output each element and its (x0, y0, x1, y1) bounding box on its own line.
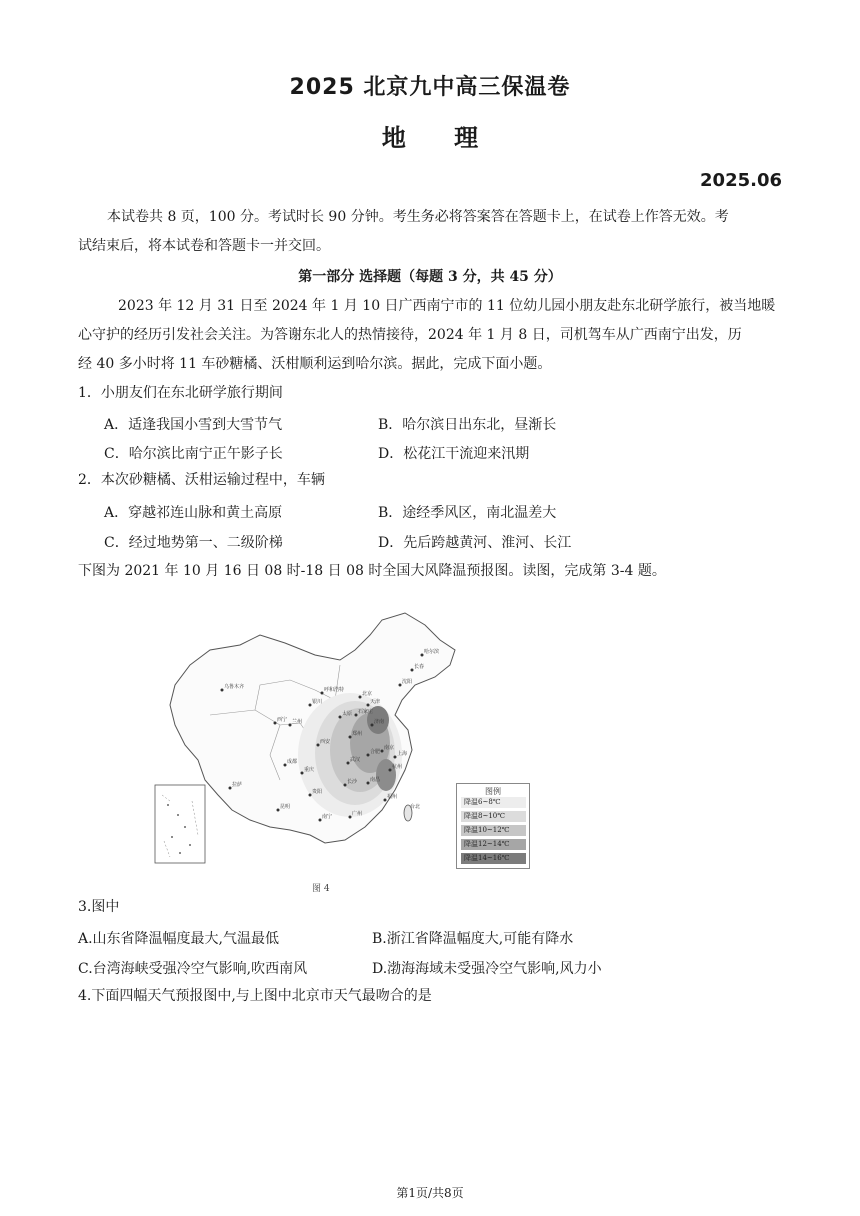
legend-item: 降温6~8℃ (461, 797, 526, 808)
exam-date: 2025.06 (700, 170, 782, 191)
q2-option-a: A．穿越祁连山脉和黄土高原 (104, 505, 283, 521)
map-city-label: 西宁 (277, 717, 288, 723)
intro-line-2: 试结束后，将本试卷和答题卡一并交回。 (78, 238, 330, 254)
q3-option-c: C.台湾海峡受强冷空气影响,吹西南风 (78, 961, 308, 977)
q2-stem: 2．本次砂糖橘、沃柑运输过程中，车辆 (78, 472, 325, 488)
map-city-label: 西安 (320, 739, 331, 745)
south-china-sea-inset (155, 785, 205, 863)
map-city-label: 成都 (287, 759, 298, 765)
q2-option-d: D．先后跨越黄河、淮河、长江 (378, 535, 572, 551)
intro-line-1: 本试卷共 8 页，100 分。考试时长 90 分钟。考生务必将答案答在答题卡上，在试卷上作答无效。考 (107, 209, 729, 225)
legend-item: 降温8~10℃ (461, 811, 526, 822)
q2-option-c: C．经过地势第一、二级阶梯 (104, 535, 283, 551)
map-city-label: 呼和浩特 (324, 687, 345, 693)
q1-option-b: B．哈尔滨日出东北，昼渐长 (378, 417, 557, 433)
map-city-label: 福州 (387, 794, 398, 800)
map-city-label: 沈阳 (402, 679, 413, 685)
legend-title: 图例 (485, 787, 501, 796)
q2-option-b: B．途经季风区，南北温差大 (378, 505, 557, 521)
q3-option-d: D.渤海海域未受强冷空气影响,风力小 (372, 961, 602, 977)
map-city-label: 上海 (397, 751, 408, 757)
map-city-label: 武汉 (350, 757, 361, 763)
map-city-label: 杭州 (392, 764, 403, 770)
map-city-label: 广州 (352, 811, 363, 817)
map-city-label: 台北 (410, 804, 421, 810)
legend-item: 降温14~16℃ (461, 853, 526, 864)
map-city-label: 合肥 (370, 749, 381, 755)
passage1-line-1: 2023 年 12 月 31 日至 2024 年 1 月 10 日广西南宁市的 11 位幼儿园小朋友赴东北研学旅行，被当地暖 (118, 298, 776, 314)
map-city-label: 长春 (414, 664, 425, 670)
legend-item: 降温12~14℃ (461, 839, 526, 850)
map-city-label: 天津 (370, 699, 381, 705)
map-city-label: 南宁 (322, 814, 333, 820)
map-city-label: 兰州 (292, 719, 303, 725)
map-city-label: 南昌 (370, 777, 381, 783)
passage1-line-2: 心守护的经历引发社会关注。为答谢东北人的热情接待，2024 年 1 月 8 日，司机驾车从广西南宁出发，历 (78, 327, 742, 343)
map-legend (456, 783, 530, 869)
map-city-label: 石家庄 (358, 709, 374, 715)
section-heading: 第一部分 选择题（每题 3 分，共 45 分） (298, 269, 562, 285)
q3-option-b: B.浙江省降温幅度大,可能有降水 (372, 931, 574, 947)
map-city-label: 南京 (384, 745, 395, 751)
map-city-label: 郑州 (352, 731, 363, 737)
subject-title: 地 理 (381, 124, 479, 152)
q3-option-a: A.山东省降温幅度最大,气温最低 (78, 931, 280, 947)
exam-title: 2025 北京九中高三保温卷 (289, 75, 571, 100)
passage2: 下图为 2021 年 10 月 16 日 08 时-18 日 08 时全国大风降温预报图。读图，完成第 3-4 题。 (78, 563, 666, 579)
q3-stem: 3.图中 (78, 899, 120, 915)
map-city-label: 北京 (362, 691, 373, 697)
map-city-label: 长沙 (347, 779, 358, 785)
q1-option-c: C．哈尔滨比南宁正午影子长 (104, 446, 283, 462)
map-city-label: 拉萨 (232, 782, 243, 788)
map-city-label: 贵阳 (312, 789, 323, 795)
map-city-label: 济南 (374, 719, 385, 725)
map-city-label: 银川 (312, 699, 323, 705)
passage1-line-3: 经 40 多小时将 11 车砂糖橘、沃柑顺利运到哈尔滨。据此，完成下面小题。 (78, 356, 552, 372)
map-city-label: 哈尔滨 (424, 649, 440, 655)
map-city-label: 昆明 (280, 804, 291, 810)
q4-stem: 4.下面四幅天气预报图中,与上图中北京市天气最吻合的是 (78, 988, 432, 1004)
figure-caption: 图 4 (312, 884, 330, 894)
page-number: 第1页/共8页 (396, 1186, 464, 1200)
map-city-label: 乌鲁木齐 (224, 684, 245, 690)
q1-option-a: A．适逢我国小雪到大雪节气 (104, 417, 283, 433)
q1-stem: 1．小朋友们在东北研学旅行期间 (78, 385, 283, 401)
map-city-label: 太原 (342, 711, 353, 717)
map-city-label: 重庆 (304, 767, 315, 773)
legend-item: 降温10~12℃ (461, 825, 526, 836)
q1-option-d: D．松花江干流迎来汛期 (378, 446, 530, 462)
